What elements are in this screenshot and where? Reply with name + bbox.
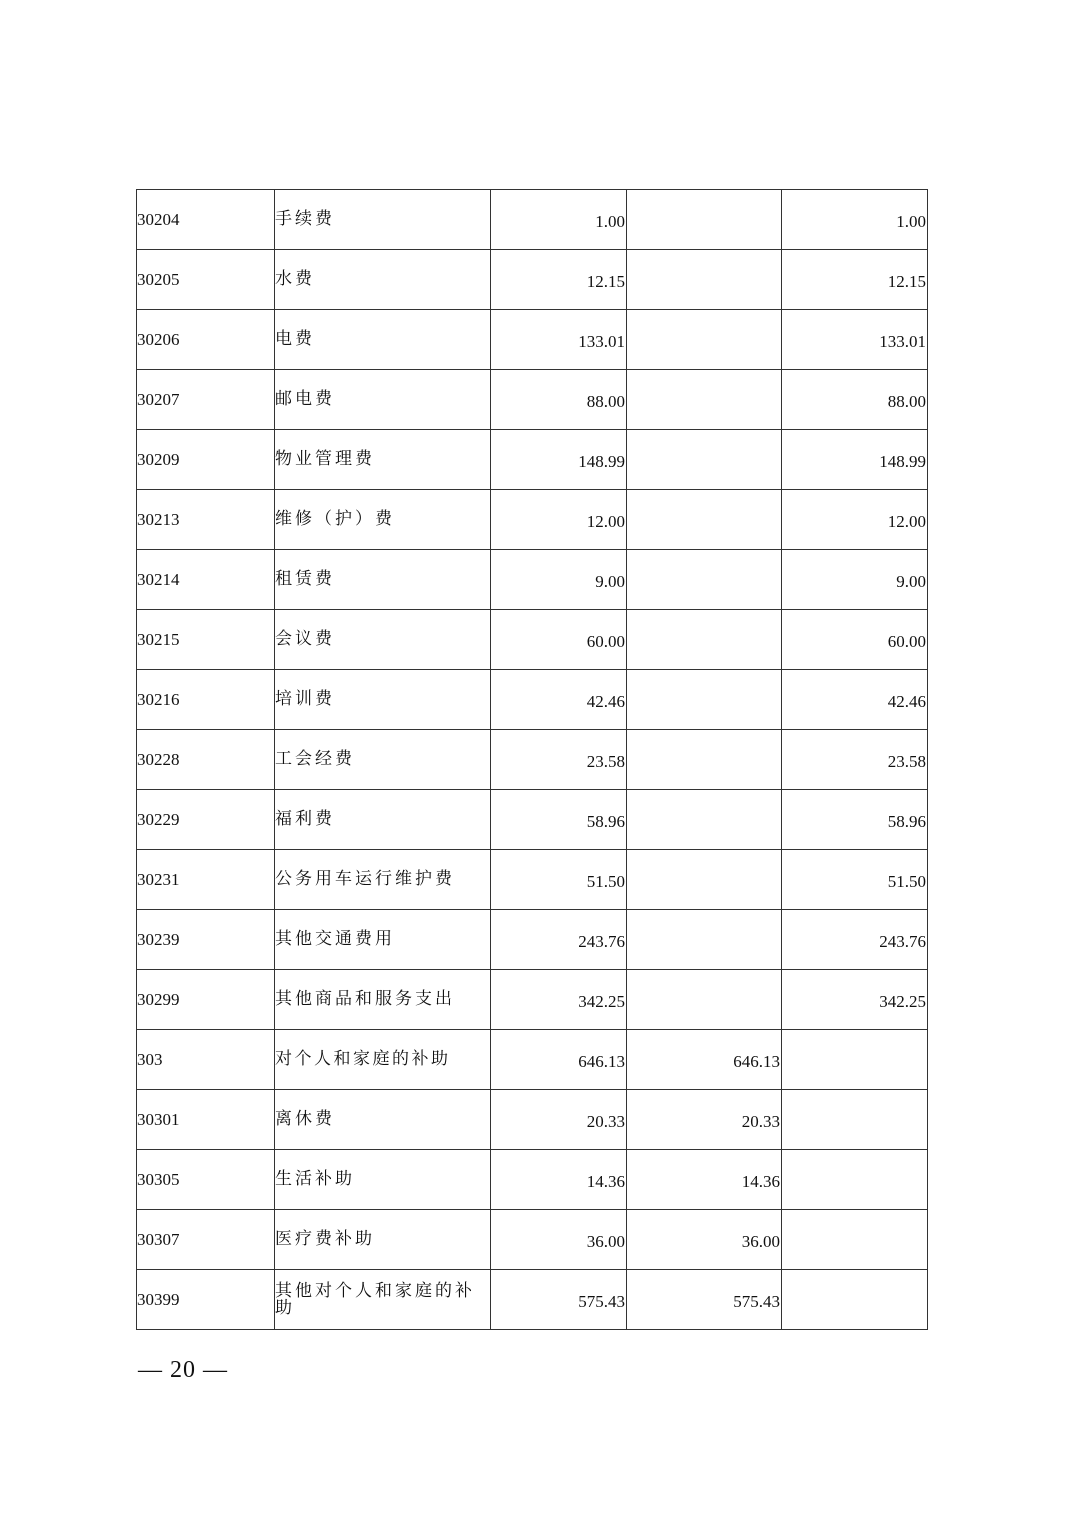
basic-expenditure-cell xyxy=(627,250,782,310)
project-expenditure-cell xyxy=(782,1210,928,1270)
budget-table xyxy=(136,189,928,1330)
total-amount-cell: 20.33 xyxy=(491,1090,627,1150)
basic-expenditure-cell xyxy=(627,550,782,610)
total-amount-cell: 58.96 xyxy=(491,790,627,850)
project-expenditure-cell: 243.76 xyxy=(782,910,928,970)
table-row xyxy=(137,610,928,670)
basic-expenditure-cell xyxy=(627,370,782,430)
total-amount-cell: 575.43 xyxy=(491,1270,627,1330)
account-name-cell: 电费 xyxy=(275,310,491,370)
table-row xyxy=(137,310,928,370)
account-name-cell: 邮电费 xyxy=(275,370,491,430)
total-amount-cell: 12.15 xyxy=(491,250,627,310)
account-code-cell: 30399 xyxy=(137,1270,275,1330)
project-expenditure-cell: 88.00 xyxy=(782,370,928,430)
total-amount-cell: 646.13 xyxy=(491,1030,627,1090)
total-amount-cell: 51.50 xyxy=(491,850,627,910)
table-row xyxy=(137,190,928,250)
basic-expenditure-cell: 575.43 xyxy=(627,1270,782,1330)
account-code-cell: 30215 xyxy=(137,610,275,670)
total-amount-cell: 14.36 xyxy=(491,1150,627,1210)
total-amount-cell: 133.01 xyxy=(491,310,627,370)
account-code-cell: 30206 xyxy=(137,310,275,370)
basic-expenditure-cell xyxy=(627,310,782,370)
project-expenditure-cell xyxy=(782,1270,928,1330)
account-name-cell: 其他交通费用 xyxy=(275,910,491,970)
table-row xyxy=(137,910,928,970)
account-name-cell: 福利费 xyxy=(275,790,491,850)
account-name-cell: 手续费 xyxy=(275,190,491,250)
account-name-cell: 其他对个人和家庭的补助 xyxy=(275,1270,491,1330)
basic-expenditure-cell xyxy=(627,910,782,970)
table-row xyxy=(137,550,928,610)
account-name-cell: 培训费 xyxy=(275,670,491,730)
account-name-cell: 物业管理费 xyxy=(275,430,491,490)
project-expenditure-cell: 58.96 xyxy=(782,790,928,850)
project-expenditure-cell: 51.50 xyxy=(782,850,928,910)
project-expenditure-cell xyxy=(782,1030,928,1090)
basic-expenditure-cell xyxy=(627,790,782,850)
account-name-cell: 租赁费 xyxy=(275,550,491,610)
project-expenditure-cell: 1.00 xyxy=(782,190,928,250)
basic-expenditure-cell xyxy=(627,970,782,1030)
total-amount-cell: 60.00 xyxy=(491,610,627,670)
project-expenditure-cell: 60.00 xyxy=(782,610,928,670)
table-row xyxy=(137,730,928,790)
account-code-cell: 30209 xyxy=(137,430,275,490)
table-row xyxy=(137,790,928,850)
total-amount-cell: 12.00 xyxy=(491,490,627,550)
table-row xyxy=(137,1030,928,1090)
project-expenditure-cell: 9.00 xyxy=(782,550,928,610)
total-amount-cell: 243.76 xyxy=(491,910,627,970)
account-name-cell: 水费 xyxy=(275,250,491,310)
account-code-cell: 30205 xyxy=(137,250,275,310)
account-name-cell: 维修（护）费 xyxy=(275,490,491,550)
basic-expenditure-cell xyxy=(627,490,782,550)
account-code-cell: 30216 xyxy=(137,670,275,730)
account-name-cell: 对个人和家庭的补助 xyxy=(275,1030,491,1090)
project-expenditure-cell xyxy=(782,1090,928,1150)
account-code-cell: 30239 xyxy=(137,910,275,970)
account-code-cell: 30229 xyxy=(137,790,275,850)
account-code-cell: 30207 xyxy=(137,370,275,430)
table-row xyxy=(137,970,928,1030)
table-body xyxy=(137,190,928,1330)
account-code-cell: 30213 xyxy=(137,490,275,550)
basic-expenditure-cell xyxy=(627,610,782,670)
basic-expenditure-cell xyxy=(627,730,782,790)
total-amount-cell: 9.00 xyxy=(491,550,627,610)
account-code-cell: 30231 xyxy=(137,850,275,910)
basic-expenditure-cell xyxy=(627,850,782,910)
page-number: — 20 — xyxy=(138,1357,228,1383)
total-amount-cell: 88.00 xyxy=(491,370,627,430)
project-expenditure-cell: 12.15 xyxy=(782,250,928,310)
project-expenditure-cell: 133.01 xyxy=(782,310,928,370)
project-expenditure-cell: 148.99 xyxy=(782,430,928,490)
account-code-cell: 30204 xyxy=(137,190,275,250)
account-name-cell: 公务用车运行维护费 xyxy=(275,850,491,910)
project-expenditure-cell: 23.58 xyxy=(782,730,928,790)
account-name-cell: 离休费 xyxy=(275,1090,491,1150)
account-name-cell: 会议费 xyxy=(275,610,491,670)
table-row xyxy=(137,250,928,310)
account-name-cell: 医疗费补助 xyxy=(275,1210,491,1270)
account-name-cell: 工会经费 xyxy=(275,730,491,790)
account-name-cell: 生活补助 xyxy=(275,1150,491,1210)
account-name-cell: 其他商品和服务支出 xyxy=(275,970,491,1030)
total-amount-cell: 148.99 xyxy=(491,430,627,490)
account-code-cell: 30214 xyxy=(137,550,275,610)
account-code-cell: 30301 xyxy=(137,1090,275,1150)
total-amount-cell: 23.58 xyxy=(491,730,627,790)
table-row xyxy=(137,490,928,550)
project-expenditure-cell: 342.25 xyxy=(782,970,928,1030)
total-amount-cell: 1.00 xyxy=(491,190,627,250)
total-amount-cell: 342.25 xyxy=(491,970,627,1030)
total-amount-cell: 36.00 xyxy=(491,1210,627,1270)
table-row xyxy=(137,1150,928,1210)
project-expenditure-cell: 42.46 xyxy=(782,670,928,730)
basic-expenditure-cell xyxy=(627,670,782,730)
table-row xyxy=(137,1270,928,1330)
project-expenditure-cell: 12.00 xyxy=(782,490,928,550)
table-row xyxy=(137,1210,928,1270)
account-code-cell: 30299 xyxy=(137,970,275,1030)
total-amount-cell: 42.46 xyxy=(491,670,627,730)
basic-expenditure-cell xyxy=(627,190,782,250)
account-code-cell: 303 xyxy=(137,1030,275,1090)
basic-expenditure-cell: 646.13 xyxy=(627,1030,782,1090)
project-expenditure-cell xyxy=(782,1150,928,1210)
account-code-cell: 30305 xyxy=(137,1150,275,1210)
basic-expenditure-cell: 14.36 xyxy=(627,1150,782,1210)
account-code-cell: 30228 xyxy=(137,730,275,790)
account-code-cell: 30307 xyxy=(137,1210,275,1270)
table-row xyxy=(137,370,928,430)
basic-expenditure-cell: 20.33 xyxy=(627,1090,782,1150)
basic-expenditure-cell: 36.00 xyxy=(627,1210,782,1270)
table-row xyxy=(137,430,928,490)
table-row xyxy=(137,670,928,730)
table-row xyxy=(137,1090,928,1150)
basic-expenditure-cell xyxy=(627,430,782,490)
table-row xyxy=(137,850,928,910)
